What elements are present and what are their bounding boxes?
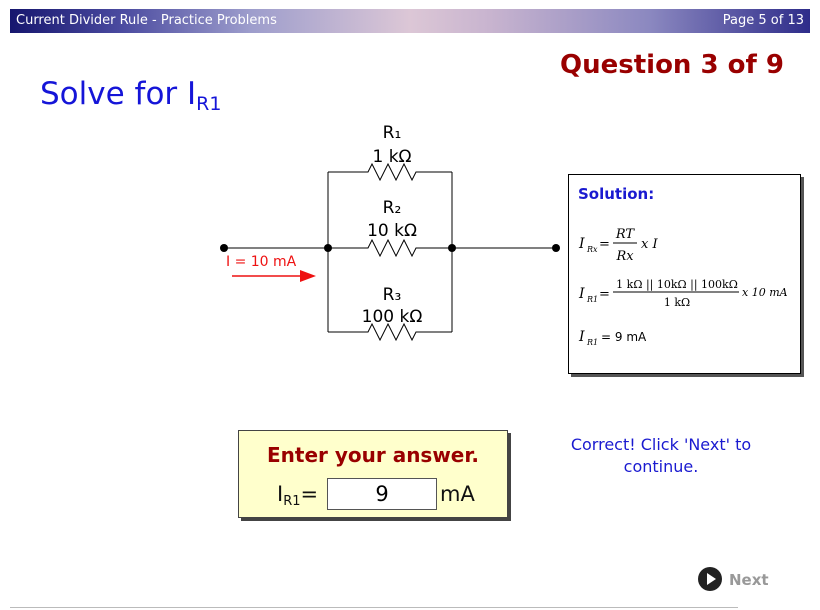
eq2-tail: x 10 mA — [742, 286, 788, 299]
next-label: Next — [729, 571, 769, 589]
r3-value: 100 kΩ — [361, 307, 423, 327]
r2-name: R₂ — [382, 198, 402, 218]
current-label: I = 10 mA — [226, 254, 297, 270]
eq1-tail: x I — [641, 237, 658, 252]
eq1-lhs-sub: Rx — [587, 245, 598, 254]
page-indicator: Page 5 of 13 — [722, 13, 804, 28]
r3-name: R₃ — [382, 285, 402, 305]
answer-label: IR1= — [277, 482, 319, 509]
eq3-lhs-sub: R1 — [587, 338, 599, 347]
lesson-title: Current Divider Rule - Practice Problems — [16, 13, 277, 28]
solve-text: Solve for I — [40, 76, 197, 112]
play-icon — [698, 567, 722, 591]
eq1-num: RT — [615, 227, 635, 242]
eq3-lhs: I — [579, 329, 585, 345]
svg-text:=: = — [599, 287, 610, 302]
solution-heading: Solution: — [578, 185, 655, 203]
eq2-lhs-sub: R1 — [587, 295, 599, 304]
solution-panel — [568, 174, 801, 374]
output-terminal — [552, 244, 560, 252]
eq1-den: Rx — [616, 249, 634, 264]
solution-equations — [569, 175, 800, 373]
footer-divider — [10, 607, 738, 608]
r1-value: 1 kΩ — [372, 147, 412, 167]
left-node — [324, 244, 332, 252]
eq1-lhs: I — [579, 236, 585, 252]
eq3-rhs: = 9 mA — [601, 330, 647, 344]
eq2-num: 1 kΩ || 10kΩ || 100kΩ — [616, 278, 738, 291]
svg-text:=: = — [599, 237, 610, 252]
feedback-message: Correct! Click 'Next' to continue. — [570, 435, 752, 476]
r2-resistor — [328, 240, 452, 256]
r1-name: R₁ — [382, 123, 402, 143]
answer-input[interactable]: 9 — [327, 478, 437, 510]
eq2-den: 1 kΩ — [663, 296, 691, 309]
answer-prompt: Enter your answer. — [267, 443, 479, 467]
eq2-lhs: I — [579, 286, 585, 302]
r2-value: 10 kΩ — [367, 221, 417, 241]
question-counter: Question 3 of 9 — [560, 50, 784, 80]
current-arrow-icon — [300, 270, 316, 282]
input-terminal — [220, 244, 228, 252]
answer-panel — [238, 430, 508, 518]
answer-unit: mA — [440, 482, 475, 506]
right-node — [448, 244, 456, 252]
solve-subscript: R1 — [196, 93, 222, 115]
